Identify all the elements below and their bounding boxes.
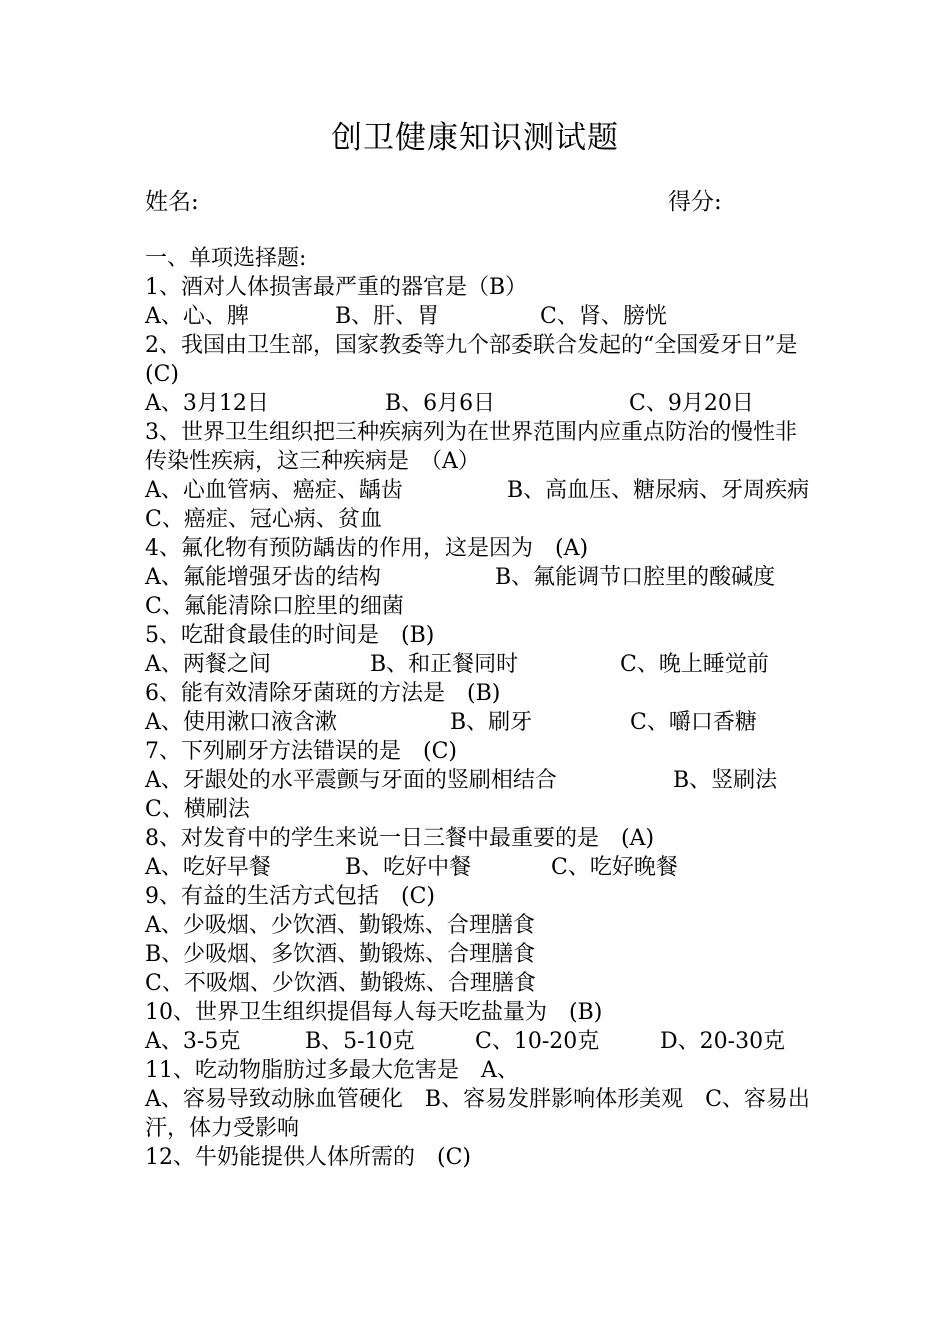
option-a: A、两餐之间 xyxy=(145,652,271,677)
option-a: A、使用漱口液含漱 xyxy=(145,710,337,735)
question-11: 11、吃动物脂肪过多最大危害是 A、 xyxy=(145,1058,519,1083)
option-c: C、9月20日 xyxy=(629,391,754,416)
question-5: 5、吃甜食最佳的时间是 (B) xyxy=(145,623,435,648)
option-a: A、心血管病、癌症、龋齿 xyxy=(145,478,403,503)
question-7-options xyxy=(145,766,810,795)
question-list xyxy=(145,244,820,1172)
question-1: 1、酒对人体损害最严重的器官是（B） xyxy=(145,275,528,300)
option-b: B、少吸烟、多饮酒、勤锻炼、合理膳食 xyxy=(145,942,536,967)
question-8: 8、对发育中的学生来说一日三餐中最重要的是 (A) xyxy=(145,826,655,851)
question-6-options xyxy=(145,708,810,737)
option-a: A、3月12日 xyxy=(145,391,269,416)
option-c: C、容易出汗，体力受影响 xyxy=(145,1087,810,1141)
option-b: B、刷牙 xyxy=(450,710,533,735)
option-a: A、3-5克 xyxy=(145,1029,241,1054)
option-b: B、氟能调节口腔里的酸碱度 xyxy=(495,565,776,590)
section-heading: 一、单项选择题: xyxy=(145,246,307,271)
option-c: C、10-20克 xyxy=(475,1029,600,1054)
question-9: 9、有益的生活方式包括 (C) xyxy=(145,884,435,909)
option-b: B、和正餐同时 xyxy=(370,652,519,677)
option-c: C、晚上睡觉前 xyxy=(620,652,769,677)
option-c: C、肾、膀恍 xyxy=(540,304,667,329)
option-b: B、容易发胖影响体形美观 xyxy=(424,1087,684,1112)
name-field-label: 姓名: xyxy=(145,189,199,215)
option-c: C、嚼口香糖 xyxy=(630,710,757,735)
option-b: B、高血压、糖尿病、牙周疾病 xyxy=(507,478,810,503)
question-4-options xyxy=(145,563,810,592)
option-b: B、5-10克 xyxy=(305,1029,415,1054)
page-title: 创卫健康知识测试题 xyxy=(331,120,619,156)
question-3: 3、世界卫生组织把三种疾病列为在世界范围内应重点防治的慢性非传染性疾病，这三种疾病是 （A） xyxy=(145,420,797,474)
question-10: 10、世界卫生组织提倡每人每天吃盐量为 (B) xyxy=(145,1000,603,1025)
option-b: B、6月6日 xyxy=(385,391,496,416)
option-a: A、心、脾 xyxy=(145,304,249,329)
question-6: 6、能有效清除牙菌斑的方法是 (B) xyxy=(145,681,501,706)
question-1-options xyxy=(145,302,810,331)
option-c: C、氟能清除口腔里的细菌 xyxy=(145,594,404,619)
option-a: A、容易导致动脉血管硬化 xyxy=(145,1087,403,1112)
question-3-options xyxy=(145,476,810,505)
option-c: C、不吸烟、少饮酒、勤锻炼、合理膳食 xyxy=(145,971,536,996)
question-4: 4、氟化物有预防龋齿的作用，这是因为 (A) xyxy=(145,536,589,561)
option-a: A、少吸烟、少饮酒、勤锻炼、合理膳食 xyxy=(145,913,535,938)
option-c: C、癌症、冠心病、贫血 xyxy=(145,507,382,532)
question-7: 7、下列刷牙方法错误的是 (C) xyxy=(145,739,457,764)
question-12: 12、牛奶能提供人体所需的 (C) xyxy=(145,1145,471,1170)
option-b: B、吃好中餐 xyxy=(345,855,472,880)
score-field-label: 得分: xyxy=(668,189,722,215)
question-11-options xyxy=(145,1085,810,1143)
question-5-options xyxy=(145,650,810,679)
option-a: A、氟能增强牙齿的结构 xyxy=(145,565,381,590)
question-2-options xyxy=(145,389,810,418)
option-a: A、吃好早餐 xyxy=(145,855,271,880)
question-8-options xyxy=(145,853,810,882)
option-c: C、横刷法 xyxy=(145,797,250,822)
question-10-options xyxy=(145,1027,810,1056)
option-d: D、20-30克 xyxy=(660,1029,786,1054)
option-b: B、竖刷法 xyxy=(673,768,778,793)
option-a: A、牙龈处的水平震颤与牙面的竖刷相结合 xyxy=(145,768,557,793)
option-b: B、肝、胃 xyxy=(335,304,440,329)
question-2: 2、我国由卫生部，国家教委等九个部委联合发起的“全国爱牙日”是 (C) xyxy=(145,333,820,387)
option-c: C、吃好晚餐 xyxy=(551,855,678,880)
